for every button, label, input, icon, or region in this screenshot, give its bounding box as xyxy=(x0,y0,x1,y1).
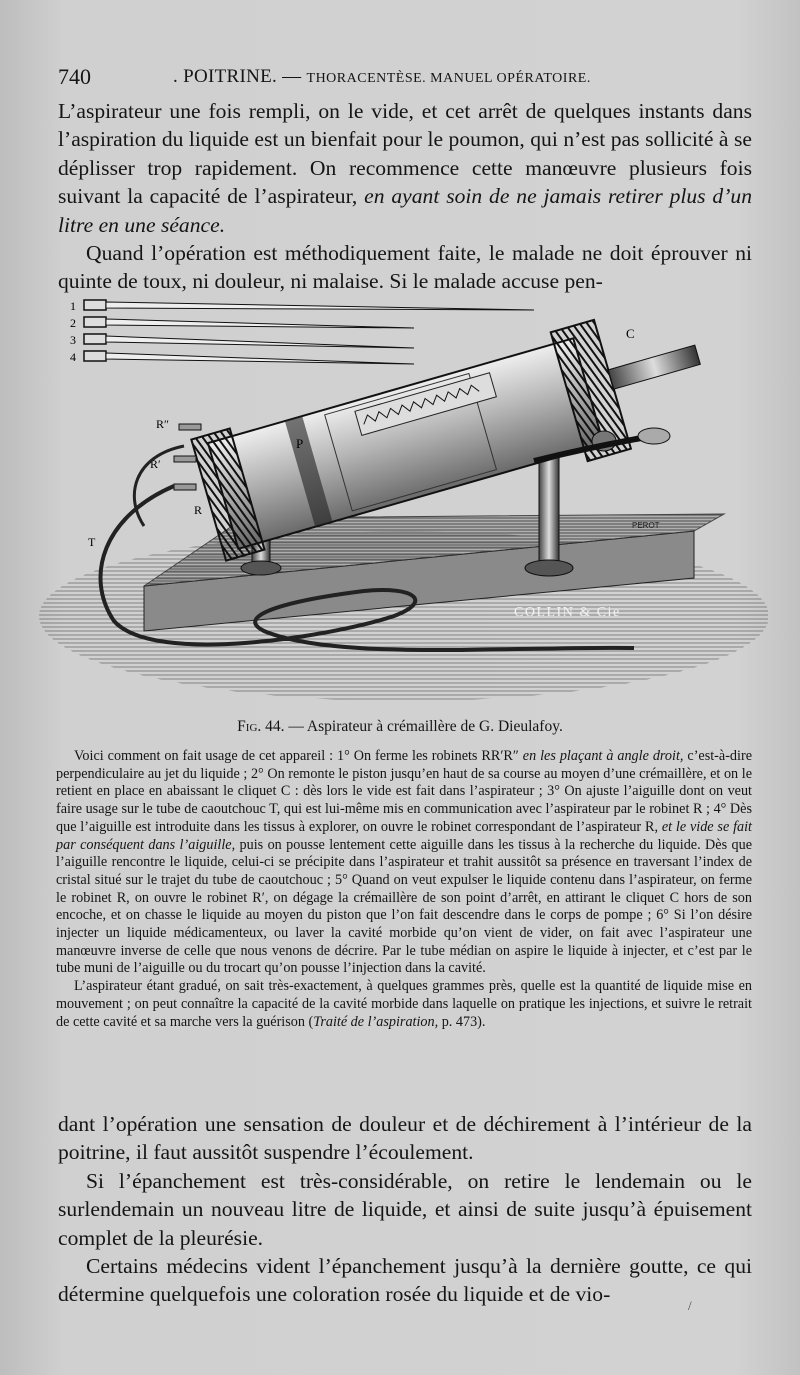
ratchet-label-c: C xyxy=(626,326,635,341)
aspirator-engraving xyxy=(34,286,768,704)
needle-label-2: 2 xyxy=(70,316,76,330)
paragraph: dant l’opération une sensation de douleur et de déchirement à l’intérieur de la poitrine, il faut aussitôt suspendre l’écoulement. xyxy=(58,1112,752,1165)
paragraph xyxy=(58,97,752,239)
note-paragraph xyxy=(56,978,752,1031)
note-paragraph xyxy=(56,748,752,978)
note-text: c’est-à-dire perpendiculaire au jet du liquide ; 2° On remonte le piston jusqu’en haut de sa course au moyen d’une crémaillère, et on le retient en place en abaissant le cliquet C : dès lors le vide est fait dans l’aspirateur ; 3° On ajuste l’aiguille dont on veut faire usage sur le tube de caoutchouc T, qui est lui-même mis en communication avec l’aspirateur par le robinet R ; 4° Dès que l’aiguille est introduite dans les tissus à explorer, on ouvre le robinet correspondant de l’aspirateur R, xyxy=(56,748,752,835)
bottom-text-block xyxy=(58,1110,752,1309)
note-text: puis on pousse lentement cette aiguille dans les tissus à la recherche du liquide. Dès que l’aiguille rencontre le liquide, celui-ci se précipite dans l’aspirateur et trahit aussitôt sa présence en traversant l’index de cristal situé sur le trajet du tube de caoutchouc ; 5° Quand on veut expulser le liquide contenu dans l’aspirateur, on ferme le robinet R, on ouvre le robinet R′, on dégage la crémaillère de son point d’arrêt, en attirant le cliquet C hors de son encoche, et on chasse le liquide au moyen du piston que l’on fait descendre dans le corps de pompe ; 6° Si l’on désire injecter un liquide médicamenteux, ou laver la cavité morbide qu’on vient de vider, on fait avec l’aspirateur une manœuvre inverse de celle que nous venons de décrire. Par le tube médian on aspire le liquide à injecter, et c’est par le tube muni de l’aiguille ou du trocart qu’on pousse l’injection dans la cavité. xyxy=(56,836,752,977)
needle-label-1: 1 xyxy=(70,299,76,313)
stopcock-label-r2: R″ xyxy=(156,417,170,431)
running-header xyxy=(58,64,758,94)
piston-label-p: P xyxy=(296,436,304,451)
running-subsection: THORACENTÈSE. MANUEL OPÉRATOIRE. xyxy=(306,71,591,86)
figure-number: Fig. 44. xyxy=(237,718,285,735)
paragraph: Certains médecins vident l’épanchement jusqu’à la dernière goutte, ce qui détermine quelquefois une coloration rosée du liquide et de vio- xyxy=(58,1254,752,1307)
stopcock-label-r: R xyxy=(194,503,203,517)
needle-set xyxy=(84,300,534,364)
paragraph-text: L’aspirateur une fois rempli, on le vide, et cet arrêt de quelques instants dans l’aspiration du liquide est un bienfait pour le poumon, qui n’est pas sollicité à se déplisser trop rapidement. On recommence cette manœuvre plusieurs fois suivant la capacité de l’aspirateur, xyxy=(58,99,752,209)
stray-mark: / xyxy=(688,1298,692,1313)
needle-label-4: 4 xyxy=(70,350,76,364)
figure-note xyxy=(56,748,752,1031)
note-emphasis: et le vide se fait par conséquent dans l’aiguille, xyxy=(56,818,752,853)
top-text-block xyxy=(58,97,752,296)
paragraph: Si l’épanchement est très-considérable, on retire le lendemain ou le surlendemain un nouveau litre de liquide, et ainsi de suite jusqu’à épuisement complet de la pleurésie. xyxy=(58,1168,752,1250)
tube-label-t: T xyxy=(88,535,96,549)
running-dash: — xyxy=(277,66,307,87)
running-title xyxy=(173,66,591,88)
note-emphasis: Traité de l’aspiration, xyxy=(313,1013,439,1030)
figure-caption xyxy=(0,718,800,736)
page-number: 740 xyxy=(58,64,91,89)
note-emphasis: en les plaçant à angle droit, xyxy=(522,748,684,764)
paragraph: Quand l’opération est méthodiquement faite, le malade ne doit éprouver ni quinte de toux, ni douleur, ni malaise. Si le malade accuse pen- xyxy=(58,241,752,294)
note-text: Voici comment on fait usage de cet appareil : 1° On ferme les robinets RR′R″ xyxy=(74,748,523,764)
stopcock-label-r1: R′ xyxy=(150,457,161,471)
maker-inscription: COLLIN & Cie xyxy=(514,605,621,620)
needle-label-3: 3 xyxy=(70,333,76,347)
paragraph-emphasis: en ayant soin de ne jamais retirer plus d’un litre en une séance. xyxy=(58,184,752,237)
running-section: . POITRINE. xyxy=(173,66,278,87)
engraver-signature: PEROT xyxy=(632,521,660,530)
note-text: L’aspirateur étant gradué, on sait très-exactement, à quelques grammes près, quelle est la quantité de liquide mise en mouvement ; on peut connaître la capacité de la cavité morbide dans laquelle on pratique les injections, et suivre le retrait de cette cavité et sa marche vers la guérison ( xyxy=(56,978,752,1030)
note-text: p. 473). xyxy=(438,1013,486,1030)
caption-text: — Aspirateur à crémaillère de G. Dieulafoy. xyxy=(284,718,563,735)
